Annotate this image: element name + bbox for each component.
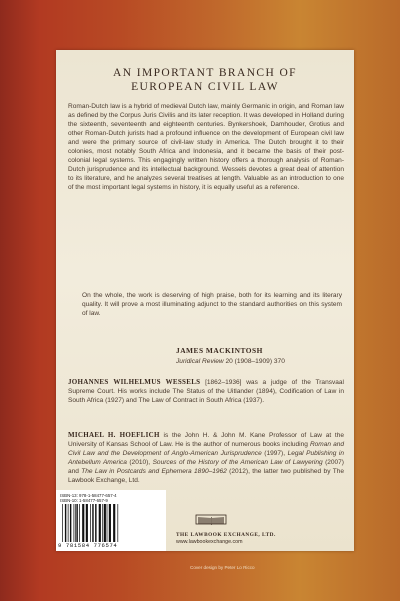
barcode-bar (90, 504, 91, 542)
introducer-bio (68, 431, 344, 485)
heading (56, 66, 354, 94)
book-title: Roman and Civil Law and the Development of Anglo-American Jurisprudence (68, 441, 344, 458)
book-description: Roman-Dutch law is a hybrid of medieval Dutch law, mainly Germanic in origin, and Roman law as defined by the Corpus Juris Civilis and its later reception. It was developed in Holland during the sixteenth, seventeenth and eighteenth centuries. Bynkershoek, Damhouder, Grotius and other Roman-Dutch jurists had a profound influence on the development of European civil law and were the primary source of civil-law study in America. The Dutch brought it to their colonies, most notably South Africa and Indonesia, and it became the basis of their post-colonial legal systems. This engagingly written history offers a thorough analysis of Roman-Dutch jurisprudence and its intellectual background. Wessels devotes a great deal of attention to its literature, and he analyzes several treatises at length. Valuable as an introduction to one of the most important legal systems in history, it is equally useful as a reference. (68, 103, 344, 192)
heading-line-1: AN IMPORTANT BRANCH OF (113, 67, 297, 79)
publisher-logo-icon (182, 514, 240, 528)
publisher-name: THE LAWBOOK EXCHANGE, LTD. (176, 532, 276, 538)
publisher-url: www.lawbookexchange.com (176, 539, 243, 545)
book-title: Legal Publishing in Antebellum America (68, 450, 344, 467)
book-title: Sources of the History of the American Law of Lawyering (152, 459, 323, 467)
introducer-bio-text: (2012), the latter two published by The Lawbook Exchange, Ltd. (68, 468, 344, 485)
barcode-bar (65, 504, 66, 542)
author-bio (68, 378, 344, 405)
barcode-bar (70, 504, 71, 542)
author-name: JOHANNES WILHELMUS WESSELS (68, 378, 201, 386)
barcode-bar (117, 504, 118, 542)
quote-source (176, 358, 346, 365)
barcode-bar (99, 504, 101, 542)
introducer-bio-text: (2007) and (68, 459, 344, 476)
barcode-bar (74, 504, 75, 542)
barcode-bar (75, 504, 76, 542)
quote-source-detail: 20 (1908–1909) 370 (223, 358, 285, 365)
barcode-bar (68, 504, 69, 542)
barcode-bar (104, 504, 106, 542)
barcode-bar (95, 504, 96, 542)
cover-credit: Cover design by Peter Lo Ricco (190, 565, 255, 570)
author-bio-text: [1862–1936] was a judge of the Transvaal Supreme Court. His works include The Status of the Uitlander (1894), Codification of Law in South Africa (1927) and The Law of Contract in South Africa (1937). (68, 379, 344, 405)
barcode-bar (107, 504, 108, 542)
introducer-bio-text: (2010), (126, 459, 153, 467)
barcode-bar (86, 504, 88, 542)
review-quote: On the whole, the work is deserving of high praise, both for its learning and its literary quality. It will prove a most illuminating adjunct to the standard authorities on this system of law. (82, 292, 342, 318)
barcode-area (56, 490, 166, 551)
isbn-10: ISBN-10: 1-58477-657-9 (60, 498, 108, 503)
barcode-bar (102, 504, 103, 542)
introducer-bio-text: (1997), (261, 450, 288, 458)
barcode-bar (82, 504, 84, 542)
isbn-13: ISBN-13: 978-1-58477-657-4 (60, 493, 117, 498)
quote-source-title: Juridical Review (176, 358, 224, 365)
barcode-number: 9 781584 776574 (58, 542, 118, 549)
barcode-bar (62, 504, 63, 542)
barcode-bar (76, 504, 77, 542)
quote-author: JAMES MACKINTOSH (176, 346, 263, 355)
barcode-image (61, 504, 161, 542)
introducer-bio-text: is the John H. & John M. Kane Professor of Law at the University of Kansas School of Law. He is the author of numerous books including (68, 432, 344, 449)
introducer-name: MICHAEL H. HOEFLICH (68, 431, 160, 439)
barcode-bar (79, 504, 80, 542)
back-cover-panel (56, 50, 354, 551)
heading-line-2: EUROPEAN CIVIL LAW (131, 81, 279, 93)
barcode-bar (109, 504, 111, 542)
barcode-bar (92, 504, 93, 542)
barcode-bar (113, 504, 115, 542)
book-title: The Law in Postcards and Ephemera 1890–1962 (81, 468, 227, 476)
